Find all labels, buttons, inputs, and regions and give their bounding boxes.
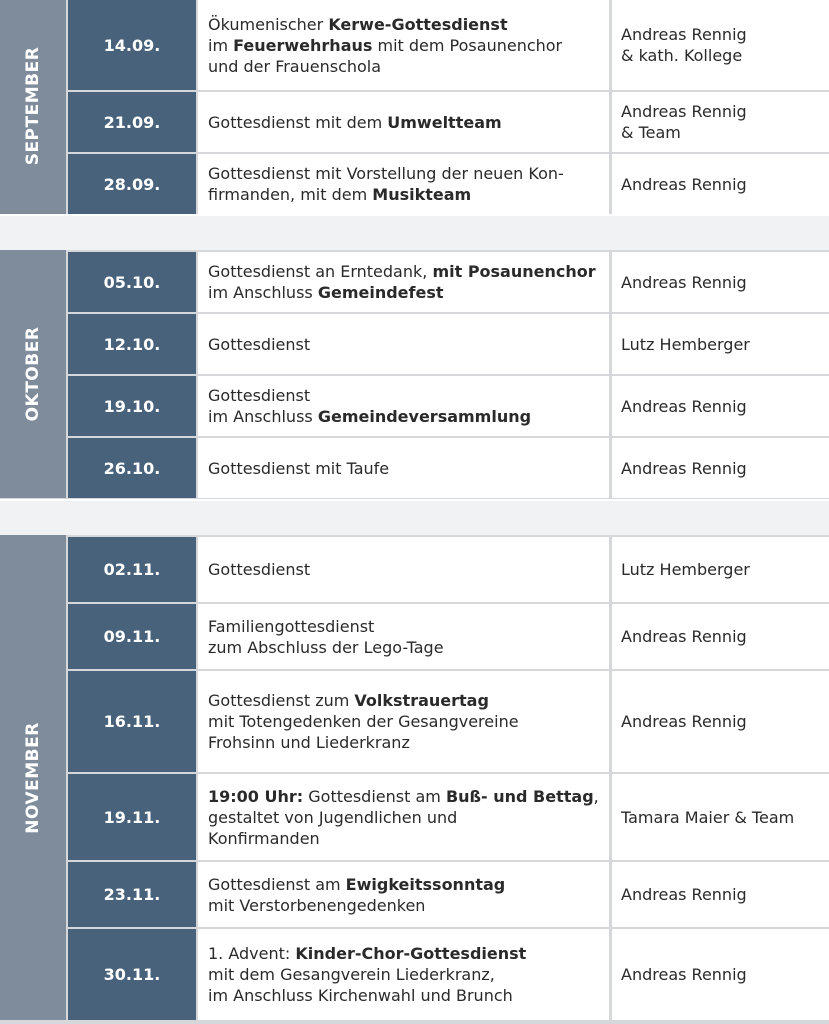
month-name: NOVEMBER (23, 721, 43, 834)
event-description: Ökumenischer Kerwe-Gottesdienst im Feuerwehrhaus mit dem Posaunenchor und der Frauenschola (198, 0, 609, 90)
event-description: Gottesdienst im Anschluss Gemeindeversammlung (198, 376, 609, 436)
event-officiant: Andreas Rennig (612, 671, 829, 772)
event-date: 21.09. (68, 92, 196, 152)
event-description: Gottesdienst am Ewigkeitssonntag mit Verstorbenengedenken (198, 862, 609, 927)
month-label (0, 250, 66, 498)
event-description: Gottesdienst mit Vorstellung der neuen Kon- firmanden, mit dem Musikteam (198, 154, 609, 214)
event-date: 30.11. (68, 929, 196, 1020)
event-row (66, 860, 829, 927)
event-officiant: Andreas Rennig (612, 604, 829, 669)
event-description: 1. Advent: Kinder-Chor-Gottesdienst mit dem Gesangverein Liederkranz, im Anschluss Kirchenwahl und Brunch (198, 929, 609, 1020)
event-officiant: Andreas Rennig (612, 154, 829, 214)
event-date: 19.10. (68, 376, 196, 436)
event-officiant: Lutz Hemberger (612, 537, 829, 602)
event-officiant: Tamara Maier & Team (612, 774, 829, 860)
event-officiant: Andreas Rennig (612, 252, 829, 312)
event-row (66, 669, 829, 772)
event-officiant: Andreas Rennig & kath. Kollege (612, 0, 829, 90)
event-date: 14.09. (68, 0, 196, 90)
event-row (66, 927, 829, 1020)
event-officiant: Andreas Rennig & Team (612, 92, 829, 152)
event-officiant: Andreas Rennig (612, 862, 829, 927)
event-date: 23.11. (68, 862, 196, 927)
event-row (66, 772, 829, 860)
month-block (0, 535, 829, 1020)
event-description: Gottesdienst an Erntedank, mit Posaunenchor im Anschluss Gemeindefest (198, 252, 609, 312)
event-description: Gottesdienst mit Taufe (198, 438, 609, 498)
event-row (66, 0, 829, 90)
month-name: OKTOBER (23, 326, 43, 422)
event-row (66, 535, 829, 602)
month-block (0, 250, 829, 498)
month-label (0, 0, 66, 214)
month-label (0, 535, 66, 1020)
month-separator (0, 499, 829, 535)
month-block (0, 0, 829, 214)
event-row (66, 90, 829, 152)
event-description: Familiengottesdienst zum Abschluss der Lego-Tage (198, 604, 609, 669)
month-name: SEPTEMBER (23, 46, 43, 166)
event-date: 02.11. (68, 537, 196, 602)
event-officiant: Andreas Rennig (612, 376, 829, 436)
event-description: Gottesdienst (198, 537, 609, 602)
event-date: 12.10. (68, 314, 196, 374)
event-description: Gottesdienst (198, 314, 609, 374)
event-row (66, 312, 829, 374)
event-date: 19.11. (68, 774, 196, 860)
event-description: Gottesdienst zum Volkstrauertag mit Totengedenken der Gesangvereine Frohsinn und Liederkranz (198, 671, 609, 772)
event-row (66, 250, 829, 312)
event-row (66, 602, 829, 669)
event-officiant: Andreas Rennig (612, 929, 829, 1020)
event-date: 26.10. (68, 438, 196, 498)
event-date: 16.11. (68, 671, 196, 772)
event-description: 19:00 Uhr: Gottesdienst am Buß- und Bettag, gestaltet von Jugendlichen und Konfirmanden (198, 774, 609, 860)
event-date: 28.09. (68, 154, 196, 214)
event-row (66, 374, 829, 436)
event-date: 09.11. (68, 604, 196, 669)
event-description: Gottesdienst mit dem Umweltteam (198, 92, 609, 152)
event-officiant: Lutz Hemberger (612, 314, 829, 374)
event-row (66, 152, 829, 214)
event-date: 05.10. (68, 252, 196, 312)
month-separator (0, 214, 829, 250)
event-officiant: Andreas Rennig (612, 438, 829, 498)
event-row (66, 436, 829, 498)
